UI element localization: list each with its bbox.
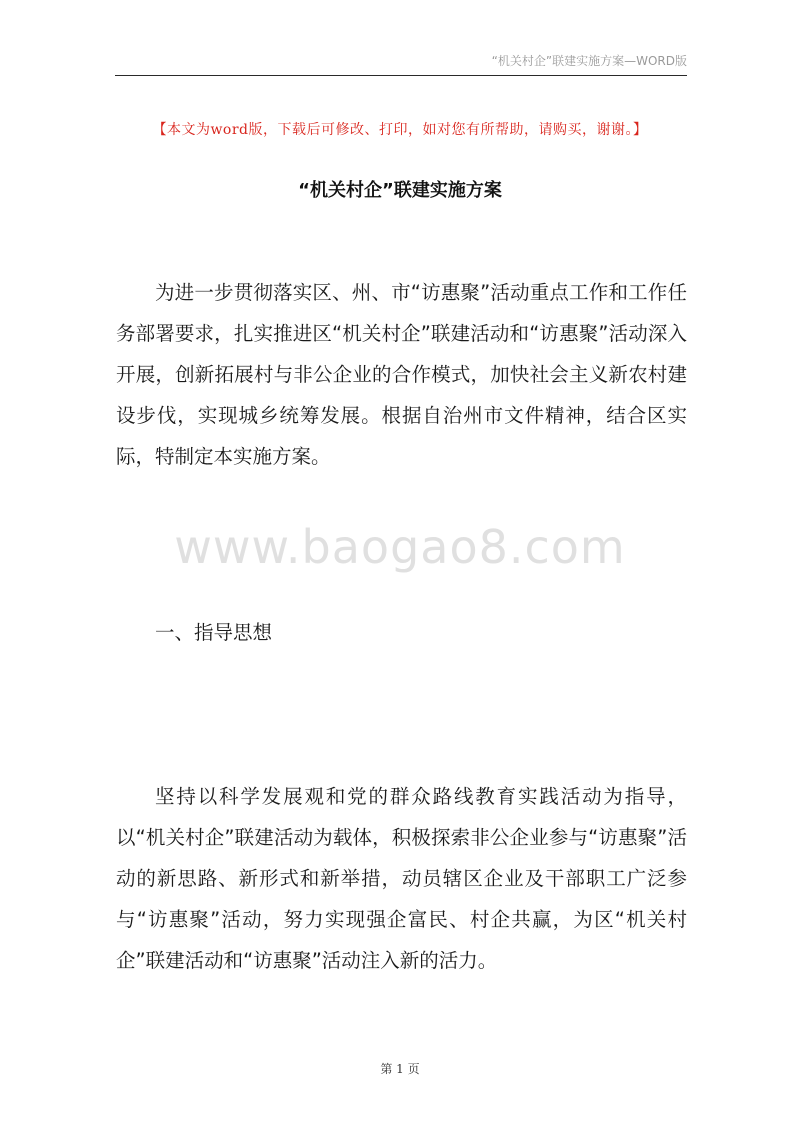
- intro-paragraph: 为进一步贯彻落实区、州、市“访惠聚”活动重点工作和工作任务部署要求，扎实推进区“机关村企”联建活动和“访惠聚”活动深入开展，创新拓展村与非公企业的合作模式，加快社会主义新农村建设步伐，实现城乡统筹发展。根据自治州市文件精神，结合区实际，特制定本实施方案。: [116, 281, 687, 468]
- word-version-notice: 【本文为word版，下载后可修改、打印，如对您有所帮助，请购买，谢谢。】: [152, 122, 648, 138]
- guiding-thought-paragraph: 坚持以科学发展观和党的群众路线教育实践活动为指导，以“机关村企”联建活动为载体，积极探索非公企业参与“访惠聚”活动的新思路、新形式和新举措，动员辖区企业及干部职工广泛参与“访惠聚”活动，努力实现强企富民、村企共赢，为区“机关村企”联建活动和“访惠聚”活动注入新的活力。: [116, 785, 687, 972]
- watermark: www.baogao8.com: [174, 520, 626, 574]
- document-title: “机关村企”联建实施方案: [298, 180, 502, 201]
- running-header: “机关村企”联建实施方案—WORD版: [491, 54, 687, 68]
- header-divider: [115, 75, 687, 76]
- page-number: 第 1 页: [380, 1062, 420, 1076]
- section-heading-guiding-thought: 一、指导思想: [155, 621, 273, 644]
